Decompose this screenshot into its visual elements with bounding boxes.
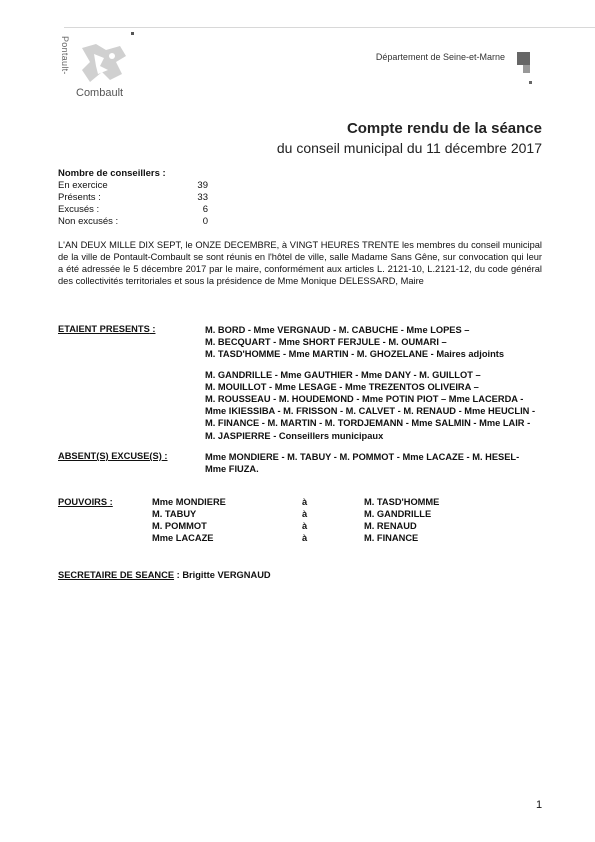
- adjoints-line: M. BECQUART - Mme SHORT FERJULE - M. OUMARI –: [205, 337, 447, 348]
- count-row: [58, 216, 208, 228]
- conseillers-line: M. JASPIERRE - Conseillers municipaux: [205, 430, 384, 441]
- conseillers-line: M. FINANCE - M. MARTIN - M. TORDJEMANN - Mme SALMIN - Mme LAIR -: [205, 418, 531, 429]
- proxy-to: M. GANDRILLE: [364, 509, 432, 519]
- count-row: [58, 192, 208, 204]
- pouvoirs-label-suffix: :: [107, 497, 113, 507]
- absent-line: Mme FIUZA.: [205, 464, 259, 475]
- count-value: 39: [197, 180, 208, 191]
- department-label: Département de Seine-et-Marne: [375, 52, 505, 62]
- adjoints-line: M. BORD - Mme VERGNAUD - M. CABUCHE - Mme LOPES –: [205, 325, 470, 335]
- present-list: [205, 324, 575, 442]
- secretary-line: [58, 570, 271, 580]
- present-label-suffix: :: [149, 324, 156, 334]
- document-title: Compte rendu de la séance: [346, 120, 542, 137]
- pouvoirs-label: [58, 497, 113, 507]
- intro-paragraph: L'AN DEUX MILLE DIX SEPT, le ONZE DECEMBRE, à VINGT HEURES TRENTE les membres du conseil municipal de la ville de Pontault-Combault se sont réunis en l'hôtel de ville, salle Madame Sans Gêne, sur convocation qui leur a été adressée le 5 décembre 2017 par le maire, conformément aux articles L. 2121-10, L.2121-12, du code général des collectivités territoriales et sous la présidence de Mme Monique DELESSARD, Maire: [58, 240, 542, 286]
- conseillers-line: M. MOUILLOT - Mme LESAGE - Mme TREZENTOS OLIVEIRA –: [205, 381, 479, 392]
- count-row: [58, 204, 208, 216]
- adjoints-line: M. TASD'HOMME - Mme MARTIN - M. GHOZELANE - Maires adjoints: [205, 349, 505, 360]
- proxy-to-word: à: [302, 533, 308, 543]
- count-row: [58, 180, 208, 192]
- proxy-to: M. RENAUD: [364, 521, 417, 531]
- secretary-label: SECRETAIRE DE SEANCE: [58, 570, 175, 580]
- proxy-to: M. FINANCE: [364, 533, 419, 543]
- count-label: En exercice: [58, 180, 108, 191]
- document-subtitle: du conseil municipal du 11 décembre 2017: [276, 140, 542, 156]
- count-label: Présents :: [58, 192, 101, 203]
- proxy-from: M. POMMOT: [152, 521, 207, 531]
- department-mark-square-small: [523, 65, 530, 73]
- counts-heading: Nombre de conseillers :: [58, 168, 166, 179]
- secretary-name: : Brigitte VERGNAUD: [174, 570, 271, 580]
- city-logo-icon: [76, 40, 130, 88]
- conseillers-line: M. GANDRILLE - Mme GAUTHIER - Mme DANY - M. GUILLOT –: [205, 369, 481, 380]
- proxy-to-word: à: [302, 509, 308, 519]
- count-value: 0: [202, 216, 208, 227]
- councillor-counts: [58, 168, 208, 228]
- absent-list: [205, 451, 575, 475]
- count-value: 33: [197, 192, 208, 203]
- absent-label-text: ABSENT(S) EXCUSE(S): [58, 451, 162, 461]
- conseillers-line: Mme IKIESSIBA - M. FRISSON - M. CALVET - M. RENAUD - Mme HEUCLIN -: [205, 406, 536, 417]
- proxy-from: M. TABUY: [152, 509, 197, 519]
- absent-label: [58, 451, 168, 461]
- logo-text-vertical: Pontault-: [60, 36, 70, 75]
- pouvoirs-label-text: POUVOIRS: [58, 497, 108, 507]
- proxy-to-word: à: [302, 497, 308, 507]
- count-label: Excusés :: [58, 204, 100, 215]
- count-value: 6: [202, 204, 208, 215]
- scan-dot: [131, 32, 134, 35]
- proxy-from: Mme LACAZE: [152, 533, 214, 543]
- absent-label-suffix: :: [161, 451, 168, 461]
- page-number: 1: [536, 799, 543, 811]
- department-mark-square: [517, 52, 530, 65]
- present-label: [58, 324, 155, 334]
- proxy-from: Mme MONDIERE: [152, 497, 226, 507]
- count-label: Non excusés :: [58, 216, 119, 227]
- proxy-to-word: à: [302, 521, 308, 531]
- department-mark-dot: [529, 81, 532, 84]
- absent-line: Mme MONDIERE - M. TABUY - M. POMMOT - Mme LACAZE - M. HESEL-: [205, 452, 520, 462]
- proxy-to: M. TASD'HOMME: [364, 497, 440, 507]
- header-rule: [64, 27, 595, 28]
- logo-text-horizontal: Combault: [76, 87, 124, 99]
- present-label-text: ETAIENT PRESENTS: [58, 324, 150, 334]
- conseillers-line: M. ROUSSEAU - M. HOUDEMOND - Mme POTIN PIOT – Mme LACERDA -: [205, 394, 524, 405]
